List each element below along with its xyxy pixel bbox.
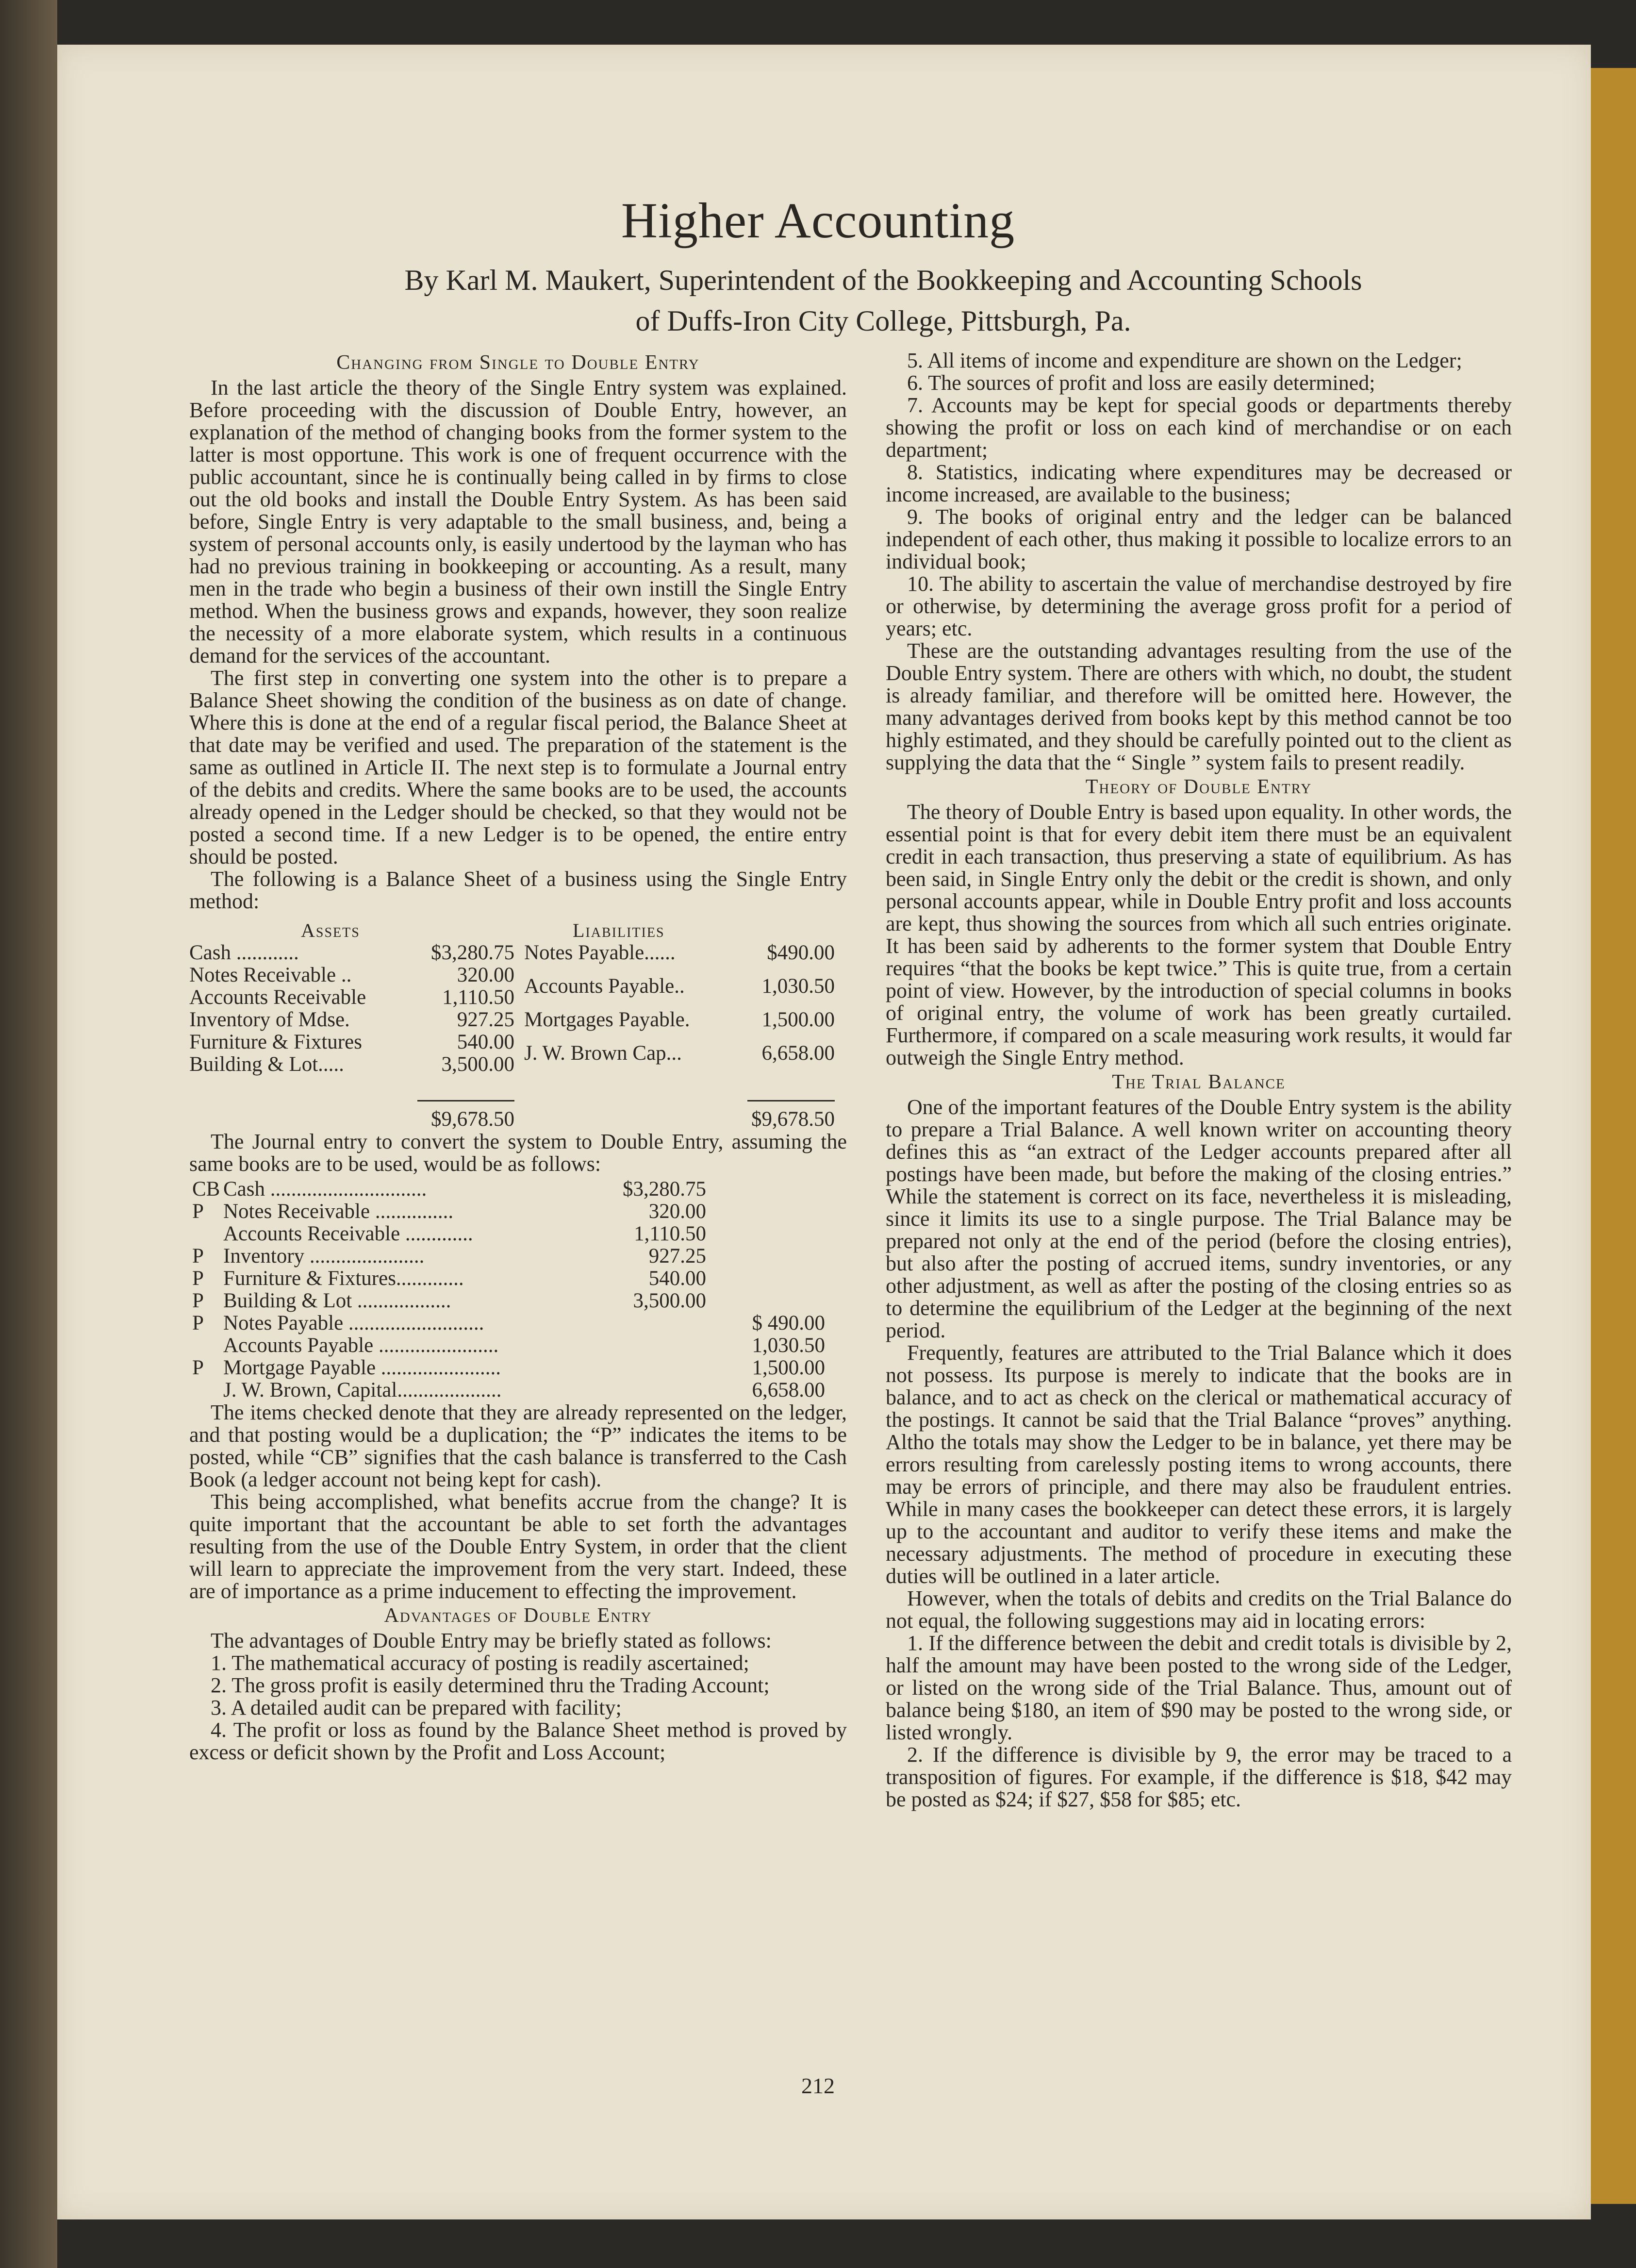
list-item: 1. The mathematical accuracy of posting is readily ascertained; xyxy=(211,1651,749,1675)
total-rule xyxy=(417,1100,514,1101)
article-title: Higher Accounting xyxy=(621,193,1015,249)
journal-account: Notes Receivable ............... xyxy=(223,1200,454,1223)
total-liabilities xyxy=(514,1100,835,1131)
journal-credit xyxy=(706,1223,825,1245)
asset-label: Building & Lot..... xyxy=(189,1053,344,1076)
paragraph: These are the outstanding advantages resulting from the use of the Double Entry system. There are others with which, no doubt, the student is already familiar, and therefore will be omitted here. However, the many advantages derived from books kept by this method cannot be too highly estimated, and they should be carefully pointed out to the client as supplying the data that the “ Single ” system fails to present readily. xyxy=(886,639,1512,774)
total-assets xyxy=(189,1100,514,1131)
balance-sheet-headings xyxy=(189,919,847,942)
paragraph: The theory of Double Entry is based upon equality. In other words, the essential point is that for every debit item there must be an equivalent credit in each transaction, thus preserving a state of equilibrium. As has been said, in Single Entry only the debit or the credit is shown, and only personal accounts appear, while in Double Entry profit and loss accounts are kept, thus showing the sources from which all such entries originate. It has been said by adherents to the former system that Double Entry requires “that the books be kept twice.” This is quite true, from a certain point of view. However, by the introduction of special columns in books of original entry, the volume of work has been greatly curtailed. Furthermore, if compared on a scale measuring work results, it would far outweigh the Single Entry method. xyxy=(886,800,1512,1069)
journal-account: Building & Lot .................. xyxy=(223,1289,451,1312)
journal-credit: 1,500.00 xyxy=(752,1356,825,1379)
journal-mark: CB xyxy=(192,1178,220,1201)
asset-amount: 3,500.00 xyxy=(441,1053,514,1076)
liabilities-list xyxy=(524,942,835,1076)
asset-label: Inventory of Mdse. xyxy=(189,1008,350,1031)
section-heading: The Trial Balance xyxy=(1112,1071,1286,1093)
liability-amount: $490.00 xyxy=(767,941,835,964)
list-item: 10. The ability to ascertain the value of merchandise destroyed by fire or otherwise, by determining the average gross profit for a period of years; etc. xyxy=(886,572,1512,640)
liability-label: Accounts Payable.. xyxy=(524,975,685,998)
journal-credit xyxy=(706,1267,825,1290)
journal-account: Furniture & Fixtures............. xyxy=(223,1267,464,1290)
list-item: 1. If the difference between the debit and credit totals is divisible by 2, half the amount may have been posted to the wrong side of the Ledger, or listed on the wrong side of the Trial Balance. Thus, amount out of balance being $180, an item of $90 may be posted to the wrong side, or listed wrongly. xyxy=(886,1631,1512,1744)
journal-debit: 540.00 xyxy=(648,1267,706,1290)
total-liabilities-value: $9,678.50 xyxy=(751,1108,835,1131)
section-heading: Theory of Double Entry xyxy=(1085,776,1312,798)
binding-edge xyxy=(0,0,57,2268)
right-column xyxy=(886,350,1512,1811)
journal-account: Cash .............................. xyxy=(223,1178,427,1201)
journal-credit xyxy=(706,1201,825,1223)
journal-account: Accounts Payable ....................... xyxy=(223,1334,499,1357)
list-item: 6. The sources of profit and loss are easily determined; xyxy=(907,371,1375,395)
journal-mark xyxy=(189,1334,223,1357)
journal-credit xyxy=(706,1245,825,1267)
asset-amount: 1,110.50 xyxy=(442,986,514,1009)
paragraph: The Journal entry to convert the system to Double Entry, assuming the same books are to be used, would be as follows: xyxy=(189,1130,847,1176)
balance-sheet xyxy=(189,919,847,1131)
journal-account: Mortgage Payable ....................... xyxy=(223,1356,501,1379)
paragraph: One of the important features of the Double Entry system is the ability to prepare a Trial Balance. A well known writer on accounting theory defines this as “an extract of the Ledger accounts prepared after all postings have been made, but before the making of the closing entries.” While the statement is correct on its face, nevertheless it is misleading, since it limits its use to a single purpose. The Trial Balance may be prepared not only at the end of the period (before the closing entries), but also after the posting of accrued items, sundry inventories, or any other adjustment, as well as after the posting of the closing entries so as to determine the equilibrium of the Ledger at the beginning of the next period. xyxy=(886,1095,1512,1342)
list-item: 8. Statistics, indicating where expenditures may be decreased or income increased, are available to the business; xyxy=(886,460,1512,506)
journal-mark: P xyxy=(192,1245,204,1267)
journal-account: Inventory ...................... xyxy=(223,1245,425,1267)
list-item: 5. All items of income and expenditure are shown on the Ledger; xyxy=(907,349,1462,372)
byline xyxy=(252,260,1514,341)
liability-amount: 1,030.50 xyxy=(761,975,835,998)
left-column xyxy=(189,350,847,1764)
liability-label: Mortgages Payable. xyxy=(524,1008,690,1031)
paragraph: The following is a Balance Sheet of a business using the Single Entry method: xyxy=(189,867,847,913)
asset-label: Accounts Receivable xyxy=(189,986,366,1009)
asset-amount: 927.25 xyxy=(457,1008,514,1031)
assets-list xyxy=(189,942,514,1076)
journal-credit: $ 490.00 xyxy=(752,1312,825,1334)
total-assets-value: $9,678.50 xyxy=(431,1108,514,1131)
journal-credit: 6,658.00 xyxy=(752,1379,825,1401)
journal-credit xyxy=(706,1290,825,1312)
journal-account: Notes Payable .......................... xyxy=(223,1312,484,1334)
total-rule xyxy=(747,1100,835,1101)
list-item: 9. The books of original entry and the ledger can be balanced independent of each other, thus making it possible to localize errors to an individual book; xyxy=(886,505,1512,573)
adjacent-page-edge xyxy=(1591,68,1636,2204)
journal-mark: P xyxy=(192,1267,204,1290)
journal-debit: 320.00 xyxy=(648,1200,706,1223)
journal-mark xyxy=(189,1379,223,1401)
journal-mark: P xyxy=(192,1356,204,1379)
list-item: 2. The gross profit is easily determined thru the Trading Account; xyxy=(211,1673,770,1697)
assets-heading: Assets xyxy=(301,919,360,941)
journal-credit: 1,030.50 xyxy=(752,1334,825,1357)
journal-mark: P xyxy=(192,1289,204,1312)
list-item: 4. The profit or loss as found by the Balance Sheet method is proved by excess or deficit shown by the Profit and Loss Account; xyxy=(189,1718,847,1764)
journal-debit: 927.25 xyxy=(648,1245,706,1267)
journal-debit: 3,500.00 xyxy=(633,1289,706,1312)
liability-amount: 1,500.00 xyxy=(761,1008,835,1031)
journal-mark: P xyxy=(192,1312,204,1334)
journal-debit: 1,110.50 xyxy=(634,1222,706,1245)
paragraph: The items checked denote that they are already represented on the ledger, and that posting would be a duplication; the “P” indicates the items to be posted, while “CB” signifies that the cash balance is transferred to the Cash Book (a ledger account not being kept for cash). xyxy=(189,1401,847,1491)
liability-amount: 6,658.00 xyxy=(761,1042,835,1065)
journal-debit: $3,280.75 xyxy=(623,1178,706,1201)
liabilities-heading: Liabilities xyxy=(573,919,665,941)
liability-label: J. W. Brown Cap... xyxy=(524,1042,682,1065)
paragraph: This being accomplished, what benefits accrue from the change? It is quite important that the accountant be able to set forth the advantages resulting from the use of the Double Entry System, in order that the client will learn to appreciate the improvement from the very start. Indeed, these are of importance as a prime inducement to effecting the improvement. xyxy=(189,1490,847,1603)
journal-mark: P xyxy=(192,1200,204,1223)
balance-sheet-rows xyxy=(189,942,847,1076)
byline-line-2: of Duffs-Iron City College, Pittsburgh, Pa. xyxy=(635,305,1131,337)
journal-entry xyxy=(189,1178,847,1401)
balance-sheet-totals xyxy=(189,1100,847,1131)
paragraph: The advantages of Double Entry may be briefly stated as follows: xyxy=(211,1629,772,1652)
asset-amount: $3,280.75 xyxy=(431,941,514,964)
liability-label: Notes Payable...... xyxy=(524,941,676,964)
asset-label: Notes Receivable .. xyxy=(189,964,352,986)
list-item: 2. If the difference is divisible by 9, the error may be traced to a transposition of figures. For example, if the difference is $18, $42 may be posted as $24; if $27, $58 for $85; etc. xyxy=(886,1743,1512,1811)
asset-amount: 540.00 xyxy=(457,1031,514,1053)
journal-account: Accounts Receivable ............. xyxy=(223,1222,473,1245)
paragraph: However, when the totals of debits and credits on the Trial Balance do not equal, the following suggestions may aid in locating errors: xyxy=(886,1586,1512,1633)
asset-label: Cash ............ xyxy=(189,941,299,964)
journal-credit xyxy=(706,1178,825,1201)
section-heading: Changing from Single to Double Entry xyxy=(336,351,700,374)
list-item: 7. Accounts may be kept for special goods or departments thereby showing the profit or loss on each kind of merchandise or on each department; xyxy=(886,393,1512,462)
journal-account: J. W. Brown, Capital.................... xyxy=(223,1379,502,1401)
byline-line-1: By Karl M. Maukert, Superintendent of the Bookkeeping and Accounting Schools xyxy=(404,264,1362,296)
asset-amount: 320.00 xyxy=(457,964,514,986)
asset-label: Furniture & Fixtures xyxy=(189,1031,362,1053)
paragraph: Frequently, features are attributed to the Trial Balance which it does not possess. Its purpose is merely to indicate that the books are in balance, and to act as check on the clerical or mathematical accuracy of the postings. It cannot be said that the Trial Balance “proves” anything. Altho the totals may show the Ledger to be in balance, yet there may be errors resulting from carelessly posting items to wrong accounts, there may be errors of principle, and there may also be fraudulent entries. While in many cases the bookkeeper can detect these errors, it is largely up to the accountant and auditor to verify these items and make the necessary adjustments. The method of procedure in executing these duties will be outlined in a later article. xyxy=(886,1341,1512,1588)
paragraph: The first step in converting one system into the other is to prepare a Balance Sheet showing the condition of the business as on date of change. Where this is done at the end of a regular fiscal period, the Balance Sheet at that date may be verified and used. The preparation of the statement is the same as outlined in Article II. The next step is to formulate a Journal entry of the debits and credits. Where the same books are to be used, the accounts already opened in the Ledger should be checked, so that they would not be posted a second time. If a new Ledger is to be opened, the entire entry should be posted. xyxy=(189,666,847,868)
paragraph: In the last article the theory of the Single Entry system was explained. Before proceeding with the discussion of Double Entry, however, an explanation of the method of changing books from the former system to the latter is most opportune. This work is one of frequent occurrence with the public accountant, since he is continually being called in by firms to close out the old books and install the Double Entry System. As has been said before, Single Entry is very adaptable to the small business, and, being a system of personal accounts only, is easily undertood by the layman who has had no previous training in bookkeeping or accounting. As a result, many men in the trade who begin a business of their own instill the Single Entry method. When the business grows and expands, however, they soon realize the necessity of a more elaborate system, which results in a continuous demand for the services of the accountant. xyxy=(189,376,847,667)
list-item: 3. A detailed audit can be prepared with facility; xyxy=(211,1696,622,1719)
section-heading: Advantages of Double Entry xyxy=(384,1604,652,1627)
journal-mark xyxy=(189,1223,223,1245)
page-number: 212 xyxy=(801,2073,835,2098)
